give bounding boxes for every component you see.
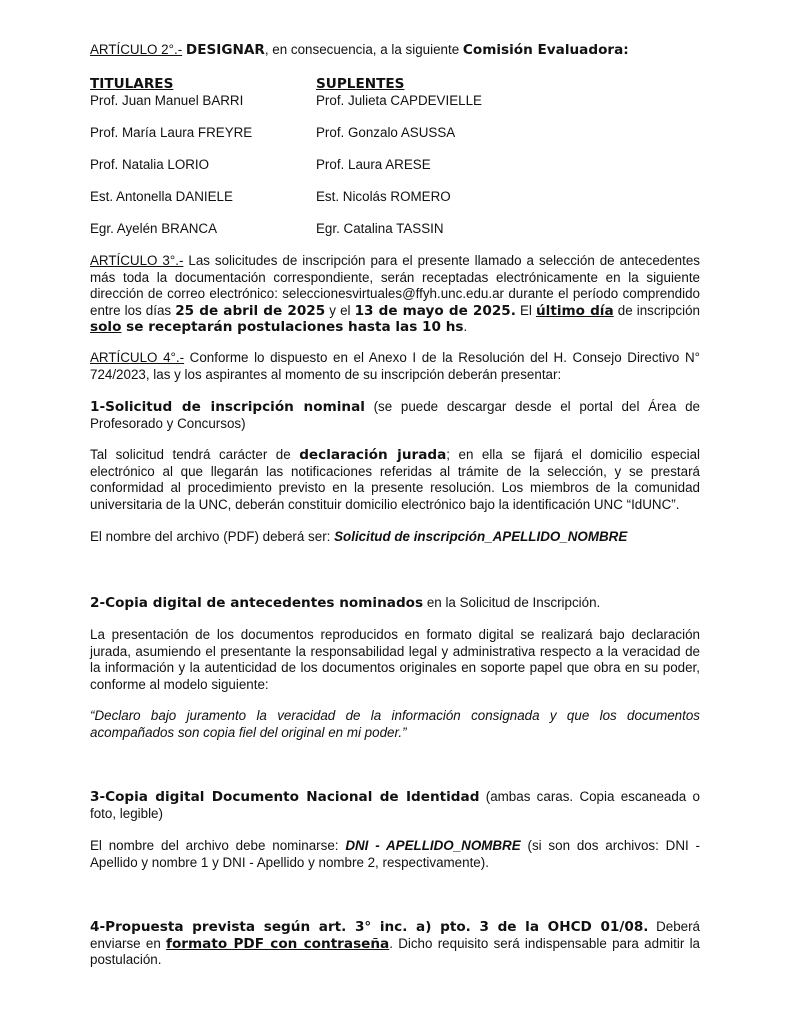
item-4-text: Deberá enviarse en	[90, 919, 701, 951]
titulares-header: TITULARES	[90, 76, 174, 92]
item-3-heading	[90, 789, 700, 822]
sworn-statement: declaración jurada	[299, 447, 447, 463]
item-2-paragraph: La presentación de los documentos reproducidos en formato digital se realizará bajo declaración jurada, asumiendo el presentante la responsabilidad legal y administrativa respecto a la veracidad de la información y la autenticidad de los documentos originales en soporte papel que obra en su poder, conforme al modelo siguiente:	[90, 627, 700, 692]
article-2-text: , en consecuencia, a la siguiente	[264, 42, 463, 57]
article-3-text: El	[515, 302, 536, 318]
titular-member: Egr. Ayelén BRANCA	[90, 221, 218, 236]
article-4-label: ARTÍCULO 4°.-	[90, 350, 185, 365]
item-3-text: El nombre del archivo debe nominarse:	[90, 838, 346, 853]
suplente-member: Prof. Julieta CAPDEVIELLE	[316, 93, 482, 108]
item-2-heading	[90, 595, 700, 612]
suplente-member: Egr. Catalina TASSIN	[316, 221, 444, 236]
suplente-member: Est. Nicolás ROMERO	[316, 189, 451, 204]
item-1-title: 1-Solicitud de inscripción nominal	[90, 399, 365, 415]
suplente-member: Prof. Laura ARESE	[316, 157, 431, 172]
item-1-filename	[90, 529, 700, 546]
sworn-quote: “Declaro bajo juramento la veracidad de la información consignada y que los documentos acompañados son copia fiel del original en mi poder.”	[90, 708, 700, 740]
article-2-label: ARTÍCULO 2°.-	[90, 42, 183, 57]
article-3-text: Las solicitudes de inscripción para el presente llamado a selección de antecedentes más toda la documentación correspondiente, serán receptadas electrónicamente en la siguiente dirección de correo electrónico: seleccionesvirtuales@ffyh.unc.edu.ar durante el período comprendido entre los días	[90, 253, 700, 318]
item-2-title: 2-Copia digital de antecedentes nominados	[90, 595, 424, 611]
item-3-title: 3-Copia digital Documento Nacional de Identidad	[90, 789, 480, 805]
item-1-text: ; en ella se fijará el domicilio especial electrónico al que llegarán las notificaciones referidas al trámite de la selección, y se prestará conformidad al procedimiento previsto en la presente resolución. Los miembros de la comunidad universitaria de la UNC, deberán constituir domicilio electrónico bajo la identificación UNC “IdUNC”.	[90, 447, 700, 512]
article-2-heading	[90, 42, 700, 59]
item-3-paragraph	[90, 838, 700, 871]
article-3-label: ARTÍCULO 3°.-	[90, 253, 184, 268]
article-4-paragraph	[90, 350, 700, 383]
start-date: 25 de abril de 2025	[175, 302, 326, 319]
suplente-member: Prof. Gonzalo ASUSSA	[316, 125, 456, 140]
article-2-verb: DESIGNAR	[185, 42, 265, 58]
item-2-rest: en la Solicitud de Inscripción.	[423, 595, 601, 610]
item-4-text: . Dicho requisito será indispensable para admitir la postulación.	[90, 935, 700, 968]
article-3-text: de inscripción	[613, 302, 700, 318]
titular-member: Prof. María Laura FREYRE	[90, 125, 253, 140]
article-2-commission: Comisión Evaluadora:	[462, 42, 629, 58]
dni-filename: DNI - APELLIDO_NOMBRE	[345, 838, 521, 853]
end-date: 13 de mayo de 2025.	[354, 302, 516, 319]
item-1-text: Tal solicitud tendrá carácter de	[90, 447, 300, 462]
item-3-text: (si son dos archivos: DNI - Apellido y nombre 1 y DNI - Apellido y nombre 2, respectivamente).	[90, 838, 701, 870]
article-3-text: .	[463, 319, 468, 335]
article-3-text: y el	[325, 302, 355, 318]
item-1-rest: (se puede descargar desde el portal del Área de Profesorado y Concursos)	[90, 399, 700, 431]
item-1-filename-value: Solicitud de inscripción_APELLIDO_NOMBRE	[334, 529, 628, 544]
titular-member: Prof. Natalia LORIO	[90, 157, 210, 172]
item-3-rest: (ambas caras. Copia escaneada o foto, legible)	[90, 789, 700, 821]
article-3-paragraph	[90, 253, 700, 336]
item-1-filename-label: El nombre del archivo (PDF) deberá ser:	[90, 529, 335, 544]
item-4-paragraph	[90, 919, 700, 969]
pdf-password-format: formato PDF con contraseña	[166, 935, 390, 952]
item-2-quote	[90, 708, 700, 741]
deadline-hour: se receptarán postulaciones hasta las 10 hs	[121, 319, 464, 336]
suplentes-header: SUPLENTES	[316, 76, 405, 92]
last-day-note: último día	[535, 302, 614, 319]
only-note: solo	[90, 319, 122, 336]
titular-member: Est. Antonella DANIELE	[90, 189, 233, 204]
item-4-title: 4-Propuesta prevista según art. 3° inc. a) pto. 3 de la OHCD 01/08.	[90, 919, 649, 935]
article-4-text: Conforme lo dispuesto en el Anexo I de la Resolución del H. Consejo Directivo N° 724/2023, las y los aspirantes al momento de su inscripción deberán presentar:	[90, 350, 700, 382]
titular-member: Prof. Juan Manuel BARRI	[90, 93, 244, 108]
item-1-paragraph	[90, 447, 700, 513]
item-1-heading	[90, 399, 700, 432]
